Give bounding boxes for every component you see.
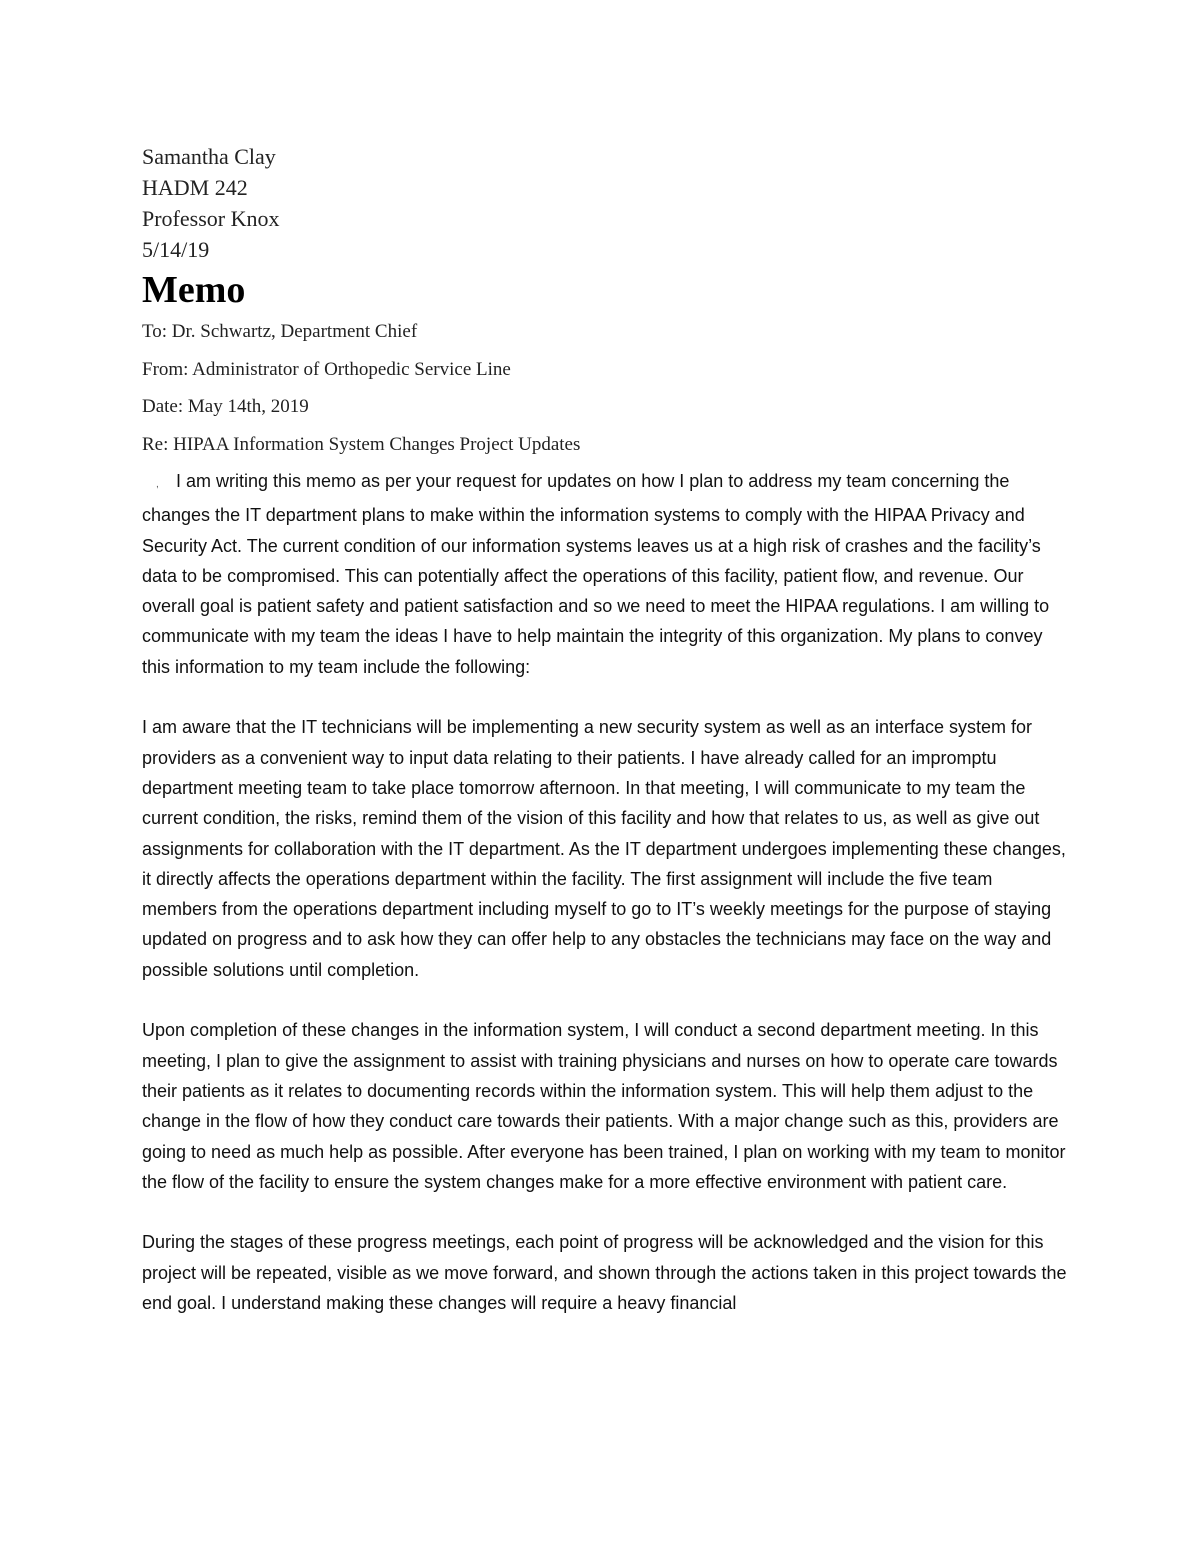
paragraph-text: I am aware that the IT technicians will be implementing a new security system as well as an interface system for providers as a convenient way to input data relating to their patients. I have already called for an impromptu department meeting team to take place tomorrow afternoon. In that meeting, I will communicate to my team the current condition, the risks, remind them of the vision of this facility and how that relates to us, as well as give out assignments for collaboration with the IT department. As the IT department undergoes implementing these changes, it directly affects the operations department within the facility. The first assignment will include the five team members from the operations department including myself to go to IT’s weekly meetings for the purpose of staying updated on progress and to ask how they can offer help to any obstacles the technicians may face on the way and possible solutions until completion. xyxy=(142,717,1066,980)
paragraph-text: Upon completion of these changes in the information system, I will conduct a second department meeting. In this meeting, I plan to give the assignment to assist with training physicians and nurses on how to operate care towards their patients as it relates to documenting records within the information system. This will help them adjust to the change in the flow of how they conduct care towards their patients. With a major change such as this, providers are going to need as much help as possible. After everyone has been trained, I plan on working with my team to monitor the flow of the facility to ensure the system changes make for a more effective environment with patient care. xyxy=(142,1020,1066,1192)
course-code: HADM 242 xyxy=(142,175,248,200)
professor-name: Professor Knox xyxy=(142,206,280,231)
body-paragraph xyxy=(142,466,1067,682)
memo-meta xyxy=(142,318,580,468)
body-paragraph xyxy=(142,1227,1067,1318)
body-paragraph xyxy=(142,712,1067,985)
student-name: Samantha Clay xyxy=(142,144,276,169)
memo-from: From: Administrator of Orthopedic Service Line xyxy=(142,358,511,380)
student-header xyxy=(142,141,280,265)
memo-body xyxy=(142,466,1067,1349)
memo-title: Memo xyxy=(142,269,246,311)
memo-to: To: Dr. Schwartz, Department Chief xyxy=(142,321,418,342)
paragraph-text: During the stages of these progress meetings, each point of progress will be acknowledged and the vision for this project will be repeated, visible as we move forward, and shown through the actions taken in this project towards the end goal. I understand making these changes will require a heavy financial xyxy=(142,1232,1067,1314)
header-date: 5/14/19 xyxy=(142,237,210,262)
body-paragraph xyxy=(142,1015,1067,1197)
memo-date: Date: May 14th, 2019 xyxy=(142,396,309,417)
indent-mark: , xyxy=(156,479,159,490)
memo-subject: Re: HIPAA Information System Changes Project Updates xyxy=(142,433,581,455)
paragraph-text: I am writing this memo as per your request for updates on how I plan to address my team concerning the changes the IT department plans to make within the information systems to comply with the HIPAA Privacy and Security Act. The current condition of our information systems leaves us at a high risk of crashes and the facility’s data to be compromised. This can potentially affect the operations of this facility, patient flow, and revenue. Our overall goal is patient safety and patient satisfaction and so we need to meet the HIPAA regulations. I am willing to communicate with my team the ideas I have to help maintain the integrity of this organization. My plans to convey this information to my team include the following: xyxy=(142,471,1050,677)
